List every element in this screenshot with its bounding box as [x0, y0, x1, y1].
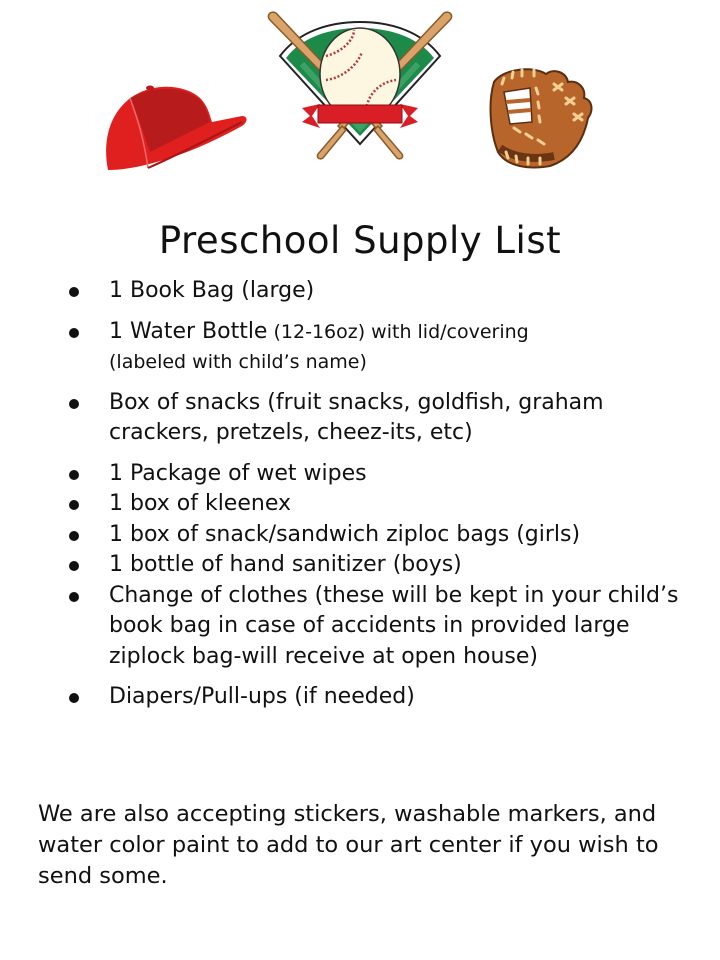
baseball-cap-icon	[100, 80, 248, 174]
list-item	[66, 388, 706, 449]
list-item-text: 1 Book Bag (large)	[109, 278, 315, 303]
list-item	[66, 581, 706, 673]
bullet-icon	[69, 328, 79, 338]
list-item	[66, 459, 706, 490]
list-item-text: Box of snacks (fruit snacks, goldfish, graham crackers, pretzels, cheez-its, etc)	[109, 389, 604, 445]
bullet-icon	[69, 561, 79, 571]
bullet-icon	[69, 399, 79, 409]
list-item	[66, 682, 706, 713]
bullet-icon	[69, 531, 79, 541]
bullet-icon	[69, 470, 79, 480]
list-item	[66, 276, 706, 307]
list-item-text: 1 Package of wet wipes	[109, 460, 367, 486]
list-item-text: Diapers/Pull-ups (if needed)	[109, 684, 415, 709]
page-title: Preschool Supply List	[158, 218, 562, 262]
list-item-text: Change of clothes (these will be kept in your child’s book bag in case of accidents in provided large ziplock bag-will receive at open house)	[109, 582, 679, 669]
list-item	[66, 489, 706, 520]
list-item-text: 1 bottle of hand sanitizer (boys)	[109, 552, 462, 577]
list-item-text: 1 box of kleenex	[109, 491, 291, 516]
list-item	[66, 550, 706, 581]
footer-note: We are also accepting stickers, washable markers, and water color paint to add to our art center if you wish to send some.	[38, 800, 659, 889]
supply-list	[66, 276, 706, 713]
list-item-text: 1 Water Bottle	[109, 318, 268, 344]
list-item-detail: (12-16oz) with lid/covering	[267, 320, 529, 343]
baseball-glove-icon	[484, 62, 596, 170]
bullet-icon	[69, 592, 79, 602]
bullet-icon	[69, 287, 79, 297]
bullet-icon	[69, 693, 79, 703]
list-item-detail: (labeled with child’s name)	[109, 351, 367, 373]
bullet-icon	[69, 500, 79, 510]
list-item-text: 1 box of snack/sandwich ziploc bags (girls)	[109, 521, 581, 547]
baseball-bats-logo-icon	[262, 8, 458, 164]
list-item	[66, 317, 706, 378]
list-item	[66, 520, 706, 551]
